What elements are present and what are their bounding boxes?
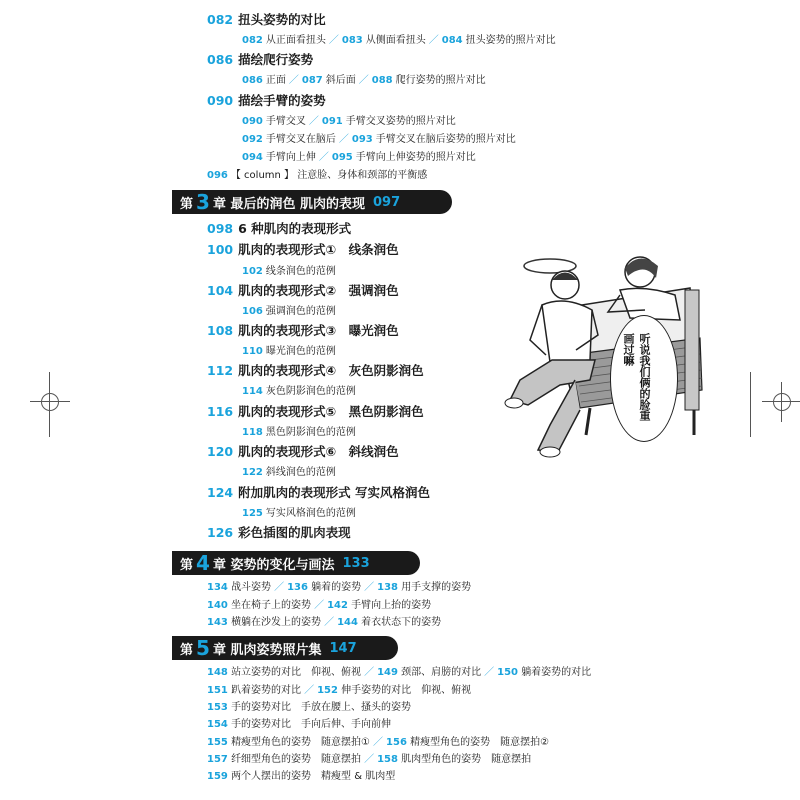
toc-section-082[interactable]: 082 扭头姿势的对比 (207, 12, 326, 27)
toc-row-151[interactable]: 151 趴着姿势的对比 ／ 152 伸手姿势的对比 仰视、俯视 (207, 685, 472, 696)
crop-line-right (750, 372, 751, 437)
toc-row-155[interactable]: 155 精瘦型角色的姿势 随意摆拍① ／ 156 精瘦型角色的姿势 随意摆拍② (207, 737, 550, 748)
crop-mark-right (762, 382, 800, 422)
chapter-4-banner[interactable]: 第 4 章 姿势的变化与画法 133 (172, 551, 420, 575)
toc-sub-094[interactable]: 094 手臂向上伸 ／ 095 手臂向上伸姿势的照片对比 (242, 152, 476, 163)
toc-row-148[interactable]: 148 站立姿势的对比 仰视、俯视 ／ 149 颈部、肩膀的对比 ／ 150 躺着姿势的对比 (207, 667, 592, 678)
toc-section-090[interactable]: 090 描绘手臂的姿势 (207, 93, 326, 108)
toc-row-159[interactable]: 159 两个人摆出的姿势 精瘦型 & 肌肉型 (207, 771, 396, 782)
chapter-5-banner[interactable]: 第 5 章 肌肉姿势照片集 147 (172, 636, 398, 660)
toc-sub-090[interactable]: 090 手臂交叉 ／ 091 手臂交叉姿势的照片对比 (242, 116, 456, 127)
toc-row-153[interactable]: 153 手的姿势对比 手放在腰上、搔头的姿势 (207, 702, 412, 713)
toc-item-122[interactable]: 122 斜线润色的范例 (242, 467, 336, 478)
toc-sub-082[interactable]: 082 从正面看扭头 ／ 083 从侧面看扭头 ／ 084 扭头姿势的照片对比 (242, 35, 556, 46)
toc-row-154[interactable]: 154 手的姿势对比 手向后伸、手向前伸 (207, 719, 392, 730)
speech-bubble-text: 听说我们俩的脸重画过嘛 (622, 333, 651, 421)
crop-line-left (49, 372, 50, 437)
toc-item-116[interactable]: 116 肌肉的表现形式⑤ 黑色阴影润色 (207, 404, 424, 419)
toc-item-106[interactable]: 106 强调润色的范例 (242, 306, 336, 317)
toc-item-102[interactable]: 102 线条润色的范例 (242, 266, 336, 277)
toc-sub-092[interactable]: 092 手臂交叉在脑后 ／ 093 手臂交叉在脑后姿势的照片对比 (242, 134, 516, 145)
toc-row-134[interactable]: 134 战斗姿势 ／ 136 躺着的姿势 ／ 138 用手支撑的姿势 (207, 582, 472, 593)
chapter-3-banner[interactable]: 第 3 章 最后的润色 肌肉的表现 097 (172, 190, 452, 214)
toc-item-100[interactable]: 100 肌肉的表现形式① 线条润色 (207, 242, 399, 257)
toc-item-125[interactable]: 125 写实风格润色的范例 (242, 508, 356, 519)
toc-section-086[interactable]: 086 描绘爬行姿势 (207, 52, 314, 67)
toc-item-108[interactable]: 108 肌肉的表现形式③ 曝光润色 (207, 323, 399, 338)
toc-item-112[interactable]: 112 肌肉的表现形式④ 灰色阴影润色 (207, 363, 424, 378)
toc-row-143[interactable]: 143 横躺在沙发上的姿势 ／ 144 着衣状态下的姿势 (207, 617, 442, 628)
toc-item-114[interactable]: 114 灰色阴影润色的范例 (242, 386, 356, 397)
toc-item-104[interactable]: 104 肌肉的表现形式② 强调润色 (207, 283, 399, 298)
toc-item-126[interactable]: 126 彩色插图的肌肉表现 (207, 525, 351, 540)
crop-mark-left (30, 382, 70, 422)
toc-item-124[interactable]: 124 附加肌肉的表现形式 写实风格润色 (207, 485, 430, 500)
toc-item-118[interactable]: 118 黑色阴影润色的范例 (242, 427, 356, 438)
toc-sub-086[interactable]: 086 正面 ／ 087 斜后面 ／ 088 爬行姿势的照片对比 (242, 75, 486, 86)
toc-item-120[interactable]: 120 肌肉的表现形式⑥ 斜线润色 (207, 444, 399, 459)
two-men-on-sofa-illustration (480, 240, 710, 460)
toc-row-157[interactable]: 157 纤细型角色的姿势 随意摆拍 ／ 158 肌肉型角色的姿势 随意摆拍 (207, 754, 532, 765)
toc-row-140[interactable]: 140 坐在椅子上的姿势 ／ 142 手臂向上抬的姿势 (207, 600, 432, 611)
toc-item-098[interactable]: 098 6 种肌肉的表现形式 (207, 221, 352, 236)
toc-item-110[interactable]: 110 曝光润色的范例 (242, 346, 336, 357)
toc-column-096[interactable]: 096 【 column 】 注意脸、身体和颈部的平衡感 (207, 170, 428, 181)
